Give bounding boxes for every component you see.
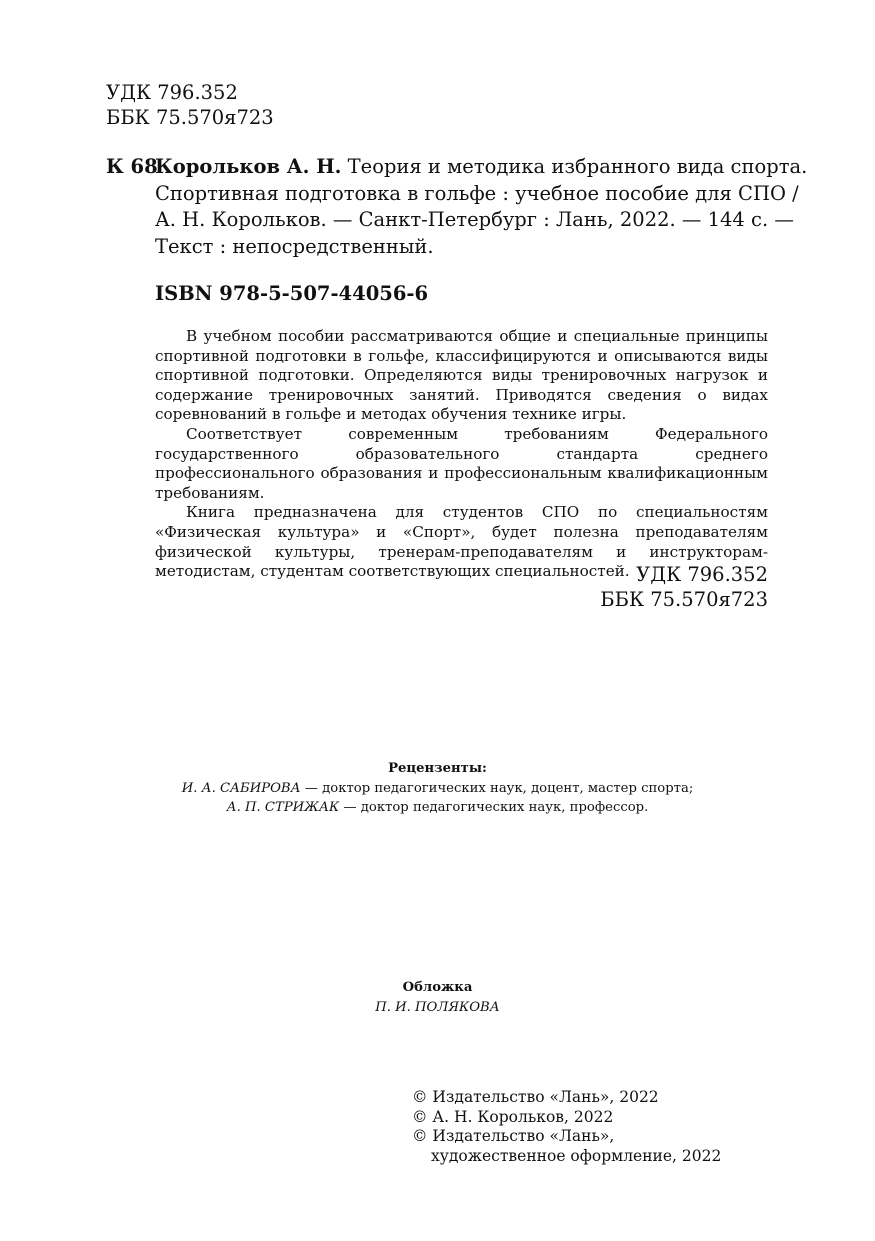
reviewer-name: И. А. САБИРОВА bbox=[181, 780, 301, 796]
biblio-line-4: Текст : непосредственный. bbox=[155, 234, 434, 258]
cover-heading: Обложка bbox=[402, 980, 473, 995]
reviewer-name: А. П. СТРИЖАК bbox=[226, 800, 340, 815]
cover-artist bbox=[0, 998, 875, 1018]
annotation-paragraph: В учебном пособии рассматриваются общие и специальные принципы спортивной подготовки в гольфе, классифицируются и описываются виды спортивной подготовки. Определяются виды тренировочных нагрузок и содержание тренировочных занятий. Приводятся сведения о видах соревнований в гольфе и методах обучения технике игры. bbox=[155, 327, 768, 424]
author-name: Корольков А. Н. bbox=[155, 155, 342, 178]
reviewer-line bbox=[0, 798, 875, 818]
annotation bbox=[155, 327, 768, 582]
copyright-line: © Издательство «Лань», bbox=[412, 1127, 615, 1145]
annotation-paragraph: Соответствует современным требованиям Федерального государственного образовательного стандарта среднего профессионального образования и профессиональным квалификационным требованиям. bbox=[155, 424, 768, 502]
bbk-code: ББК 75.570я723 bbox=[106, 106, 274, 129]
classification-top bbox=[106, 80, 274, 130]
copyright-line: © Издательство «Лань», 2022 bbox=[412, 1088, 659, 1106]
annotation-paragraph: Книга предназначена для студентов СПО по специальностям «Физическая культура» и «Спорт», будет полезна преподавателям физической культуры, тренерам-преподавателям и инструкторам-методистам, студентам соответствующих специальностей. bbox=[155, 503, 768, 581]
reviewers-heading: Рецензенты: bbox=[388, 761, 487, 776]
book-title: Теория и методика избранного вида спорта. bbox=[341, 155, 808, 178]
copyright-line: художественное оформление, 2022 bbox=[431, 1146, 722, 1165]
cover-credit bbox=[0, 978, 875, 1017]
udk-code: УДК 796.352 bbox=[106, 81, 238, 104]
reviewer-line bbox=[0, 779, 875, 799]
reviewers bbox=[0, 759, 875, 818]
udk-code: УДК 796.352 bbox=[636, 563, 768, 586]
copyright-line: © А. Н. Корольков, 2022 bbox=[412, 1107, 614, 1126]
biblio-line-3: А. Н. Корольков. — Санкт-Петербург : Лань, 2022. — 144 с. — bbox=[155, 208, 794, 231]
isbn: ISBN 978-5-507-44056-6 bbox=[155, 282, 429, 305]
cover-artist-name: П. И. ПОЛЯКОВА bbox=[375, 999, 500, 1015]
bibliographic-record bbox=[155, 154, 807, 260]
cutter-code: К 68 bbox=[106, 155, 158, 178]
biblio-line-1 bbox=[155, 154, 807, 181]
bbk-code: ББК 75.570я723 bbox=[600, 588, 768, 611]
reviewer-desc: — доктор педагогических наук, доцент, мастер спорта; bbox=[300, 780, 694, 796]
classification-bottom bbox=[600, 562, 768, 612]
copyright-block bbox=[412, 1088, 721, 1166]
reviewer-desc: — доктор педагогических наук, профессор. bbox=[339, 800, 649, 815]
biblio-line-2: Спортивная подготовка в гольфе : учебное пособие для СПО / bbox=[155, 181, 799, 205]
